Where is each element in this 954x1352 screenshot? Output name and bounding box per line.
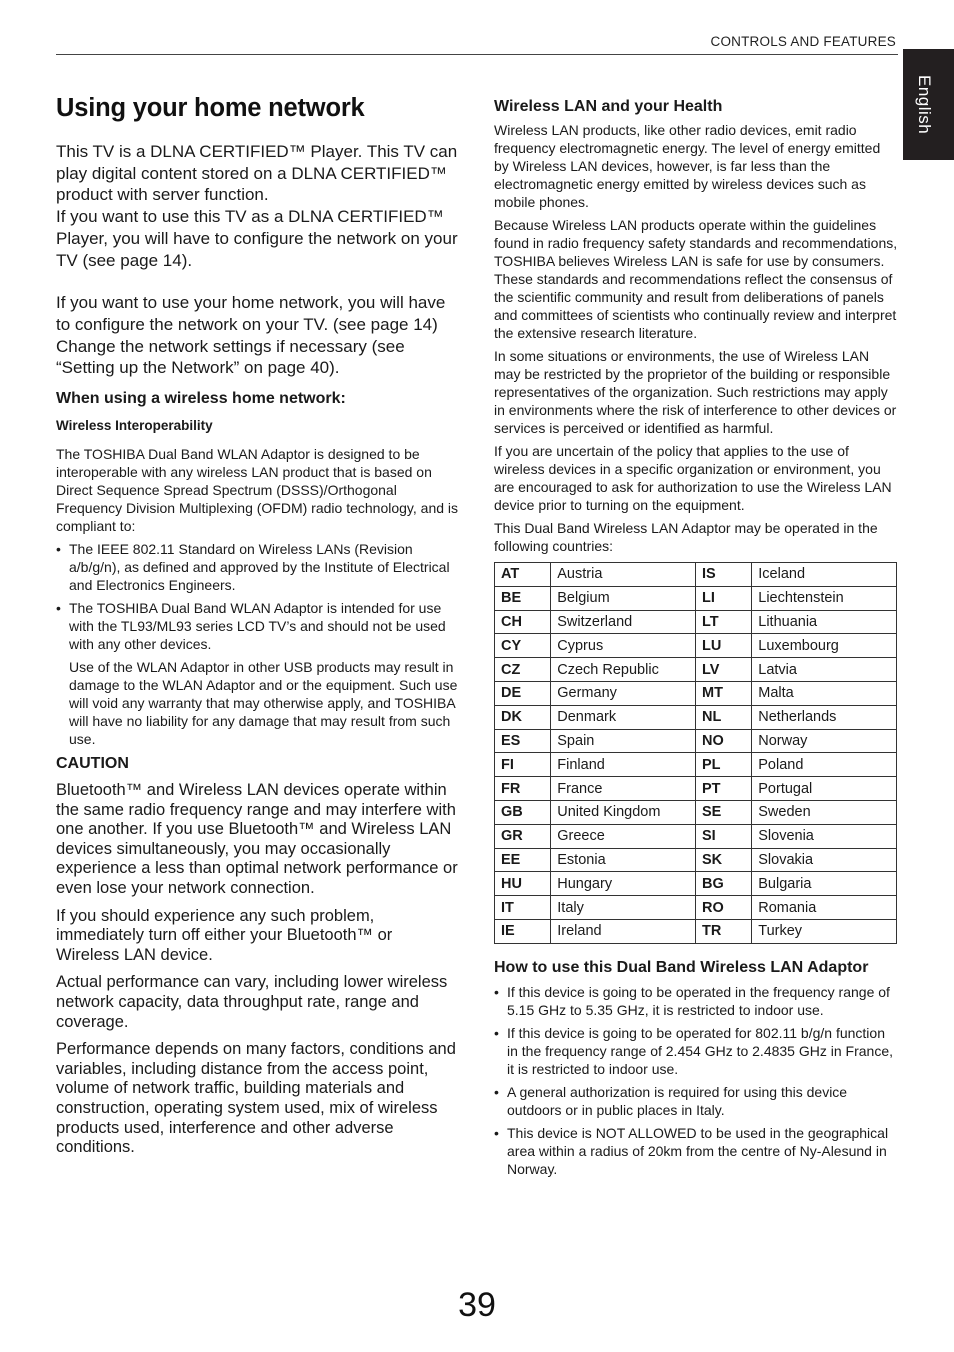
list-item <box>56 599 460 653</box>
bullet-icon: • <box>494 1124 499 1141</box>
intro-paragraph-4: Change the network settings if necessary (see “Setting up the Network” on page 40). <box>56 336 405 378</box>
country-name-cell: Netherlands <box>752 705 897 729</box>
country-name-cell: Slovenia <box>752 824 897 848</box>
country-code-cell: FI <box>495 753 551 777</box>
table-row <box>495 753 897 777</box>
country-code-cell: PT <box>695 777 751 801</box>
table-row <box>495 800 897 824</box>
country-name-cell: Portugal <box>752 777 897 801</box>
country-name-cell: Austria <box>551 563 696 587</box>
list-item <box>494 1024 898 1078</box>
country-code-cell: LI <box>695 586 751 610</box>
bullet-icon: • <box>494 983 499 1000</box>
country-code-cell: NL <box>695 705 751 729</box>
table-row <box>495 563 897 587</box>
list-item <box>494 1083 898 1119</box>
country-code-cell: IS <box>695 563 751 587</box>
country-name-cell: Norway <box>752 729 897 753</box>
table-row <box>495 610 897 634</box>
table-row <box>495 872 897 896</box>
bullet-icon: • <box>494 1024 499 1041</box>
section-header: CONTROLS AND FEATURES <box>710 34 896 49</box>
list-item-text: If this device is going to be operated for 802.11 b/g/n function in the frequency range of 2.454 GHz to 2.4835 GHz in France, it is restricted to indoor use. <box>507 1024 893 1077</box>
country-code-cell: LU <box>695 634 751 658</box>
country-name-cell: Iceland <box>752 563 897 587</box>
spacer <box>56 271 460 292</box>
interop-bullet-list <box>56 540 460 653</box>
country-code-cell: CY <box>495 634 551 658</box>
country-code-cell: BG <box>695 872 751 896</box>
country-name-cell: Malta <box>752 681 897 705</box>
list-item-text: If this device is going to be operated in the frequency range of 5.15 GHz to 5.35 GHz, it is restricted to indoor use. <box>507 983 890 1018</box>
country-code-cell: RO <box>695 896 751 920</box>
country-name-cell: Switzerland <box>551 610 696 634</box>
country-name-cell: Latvia <box>752 658 897 682</box>
country-code-cell: SI <box>695 824 751 848</box>
country-code-cell: TR <box>695 919 751 943</box>
country-name-cell: Romania <box>752 896 897 920</box>
country-code-cell: FR <box>495 777 551 801</box>
interop-heading: Wireless Interoperability <box>56 418 213 434</box>
country-name-cell: Denmark <box>551 705 696 729</box>
country-name-cell: Bulgaria <box>752 872 897 896</box>
list-item-text: The TOSHIBA Dual Band WLAN Adaptor is intended for use with the TL93/ML93 series LCD TV’s and should not be used with any other devices. <box>69 600 446 653</box>
country-name-cell: Czech Republic <box>551 658 696 682</box>
country-code-cell: AT <box>495 563 551 587</box>
health-paragraph: Wireless LAN products, like other radio devices, emit radio frequency electromagnetic energy. The level of energy emitted by Wireless LAN devices, however, is far less than the electromagnetic energy emitted by wireless devices such as mobile phones. <box>494 122 881 210</box>
country-code-cell: LV <box>695 658 751 682</box>
health-paragraph: Because Wireless LAN products operate within the guidelines found in radio frequency safety standards and recommendations, TOSHIBA believes Wireless LAN is safe for use by consumers. These standards and recommendations reflect the consensus of the scientific community and result from deliberations of panels and committees of scientists who continually review and interpret the extensive research literature. <box>494 217 898 341</box>
bullet-icon: • <box>56 600 61 617</box>
country-name-cell: Turkey <box>752 919 897 943</box>
caution-heading: CAUTION <box>56 755 129 773</box>
list-item-text: This device is NOT ALLOWED to be used in the geographical area within a radius of 20km from the centre of Ny-Alesund in Norway. <box>507 1124 889 1177</box>
country-name-cell: Italy <box>551 896 696 920</box>
countries-table <box>494 562 897 944</box>
country-code-cell: PL <box>695 753 751 777</box>
table-row <box>495 777 897 801</box>
caution-paragraph: Actual performance can vary, including lower wireless network capacity, data throughput rate, range and coverage. <box>56 973 448 1031</box>
country-name-cell: Cyprus <box>551 634 696 658</box>
country-code-cell: DK <box>495 705 551 729</box>
list-item <box>494 1124 898 1178</box>
intro-paragraph-1: This TV is a DLNA CERTIFIED™ Player. This TV can play digital content stored on a DLNA CERTIFIED™ product with server function. <box>56 142 458 205</box>
table-row <box>495 848 897 872</box>
health-heading: Wireless LAN and your Health <box>494 98 723 115</box>
header-divider <box>56 54 898 55</box>
page-title: Using your home network <box>56 94 365 122</box>
table-row <box>495 705 897 729</box>
country-name-cell: Germany <box>551 681 696 705</box>
country-code-cell: BE <box>495 586 551 610</box>
table-row <box>495 681 897 705</box>
country-name-cell: Luxembourg <box>752 634 897 658</box>
country-name-cell: Sweden <box>752 800 897 824</box>
country-name-cell: France <box>551 777 696 801</box>
country-code-cell: IT <box>495 896 551 920</box>
table-row <box>495 586 897 610</box>
wireless-heading: When using a wireless home network: <box>56 390 346 408</box>
country-code-cell: LT <box>695 610 751 634</box>
country-code-cell: CH <box>495 610 551 634</box>
country-code-cell: IE <box>495 919 551 943</box>
country-code-cell: ES <box>495 729 551 753</box>
country-name-cell: Spain <box>551 729 696 753</box>
list-item-text: The IEEE 802.11 Standard on Wireless LANs (Revision a/b/g/n), as defined and approved by the Institute of Electrical and Electronics Engineers. <box>69 541 450 594</box>
right-column <box>494 98 898 1183</box>
country-name-cell: Finland <box>551 753 696 777</box>
bullet-icon: • <box>494 1083 499 1100</box>
country-code-cell: CZ <box>495 658 551 682</box>
health-paragraph: In some situations or environments, the use of Wireless LAN may be restricted by the proprietor of the building or responsible representatives of the organization. Such restrictions may apply in environments where the risk of interference to other devices or services is perceived or identified as harmful. <box>494 348 897 436</box>
country-code-cell: HU <box>495 872 551 896</box>
language-tab-label: English <box>915 75 934 135</box>
country-code-cell: GB <box>495 800 551 824</box>
health-paragraph: This Dual Band Wireless LAN Adaptor may be operated in the following countries: <box>494 520 878 554</box>
country-code-cell: SE <box>695 800 751 824</box>
country-code-cell: DE <box>495 681 551 705</box>
country-name-cell: Estonia <box>551 848 696 872</box>
intro-paragraph-2: If you want to use this TV as a DLNA CERTIFIED™ Player, you will have to configure the network on your TV (see page 14). <box>56 207 458 270</box>
country-code-cell: GR <box>495 824 551 848</box>
list-item-text: A general authorization is required for using this device outdoors or in public places in Italy. <box>507 1083 848 1118</box>
language-tab <box>903 49 954 160</box>
table-row <box>495 634 897 658</box>
country-name-cell: Ireland <box>551 919 696 943</box>
bullet-note: Use of the WLAN Adaptor in other USB products may result in damage to the WLAN Adaptor and or the equipment. Such use will void any warranty that may otherwise apply, and TOSHIBA will have no liability for any damage that may result from such use. <box>69 659 458 748</box>
intro-paragraph-3: If you want to use your home network, you will have to configure the network on your TV. (see page 14) <box>56 293 446 334</box>
country-code-cell: EE <box>495 848 551 872</box>
table-row <box>495 919 897 943</box>
country-name-cell: Poland <box>752 753 897 777</box>
page-number: 39 <box>458 1286 496 1324</box>
country-name-cell: Greece <box>551 824 696 848</box>
country-name-cell: Slovakia <box>752 848 897 872</box>
country-name-cell: Hungary <box>551 872 696 896</box>
table-row <box>495 658 897 682</box>
country-name-cell: Liechtenstein <box>752 586 897 610</box>
table-row <box>495 729 897 753</box>
caution-paragraph: Performance depends on many factors, conditions and variables, including distance from the access point, volume of network traffic, building materials and construction, operating system used, mix of wireless products used, interference and other adverse conditions. <box>56 1040 456 1157</box>
country-name-cell: Lithuania <box>752 610 897 634</box>
caution-paragraph: If you should experience any such problem, immediately turn off either your Bluetooth™ or Wireless LAN device. <box>56 906 393 964</box>
bullet-icon: • <box>56 541 61 558</box>
table-row <box>495 896 897 920</box>
country-code-cell: SK <box>695 848 751 872</box>
table-row <box>495 824 897 848</box>
list-item <box>56 540 460 594</box>
country-name-cell: Belgium <box>551 586 696 610</box>
countries-table-body <box>495 563 897 944</box>
list-item <box>494 983 898 1019</box>
caution-paragraph: Bluetooth™ and Wireless LAN devices operate within the same radio frequency range and may interfere with one another. If you use Bluetooth™ and Wireless LAN devices simultaneously, you may occasionally experience a less than optimal network performance or even lose your network connection. <box>56 781 458 897</box>
country-code-cell: NO <box>695 729 751 753</box>
how-to-bullet-list <box>494 983 898 1178</box>
country-code-cell: MT <box>695 681 751 705</box>
health-paragraph: If you are uncertain of the policy that applies to the use of wireless devices in a specific organization or environment, you are encouraged to ask for authorization to use the Wireless LAN device prior to turning on the equipment. <box>494 443 892 513</box>
interop-paragraph: The TOSHIBA Dual Band WLAN Adaptor is designed to be interoperable with any wireless LAN product that is based on Direct Sequence Spread Spectrum (DSSS)/Orthogonal Frequency Division Multiplexing (OFDM) radio technology, and is compliant to: <box>56 446 459 535</box>
how-to-heading: How to use this Dual Band Wireless LAN Adaptor <box>494 958 869 976</box>
country-name-cell: United Kingdom <box>551 800 696 824</box>
left-column <box>56 94 460 1166</box>
